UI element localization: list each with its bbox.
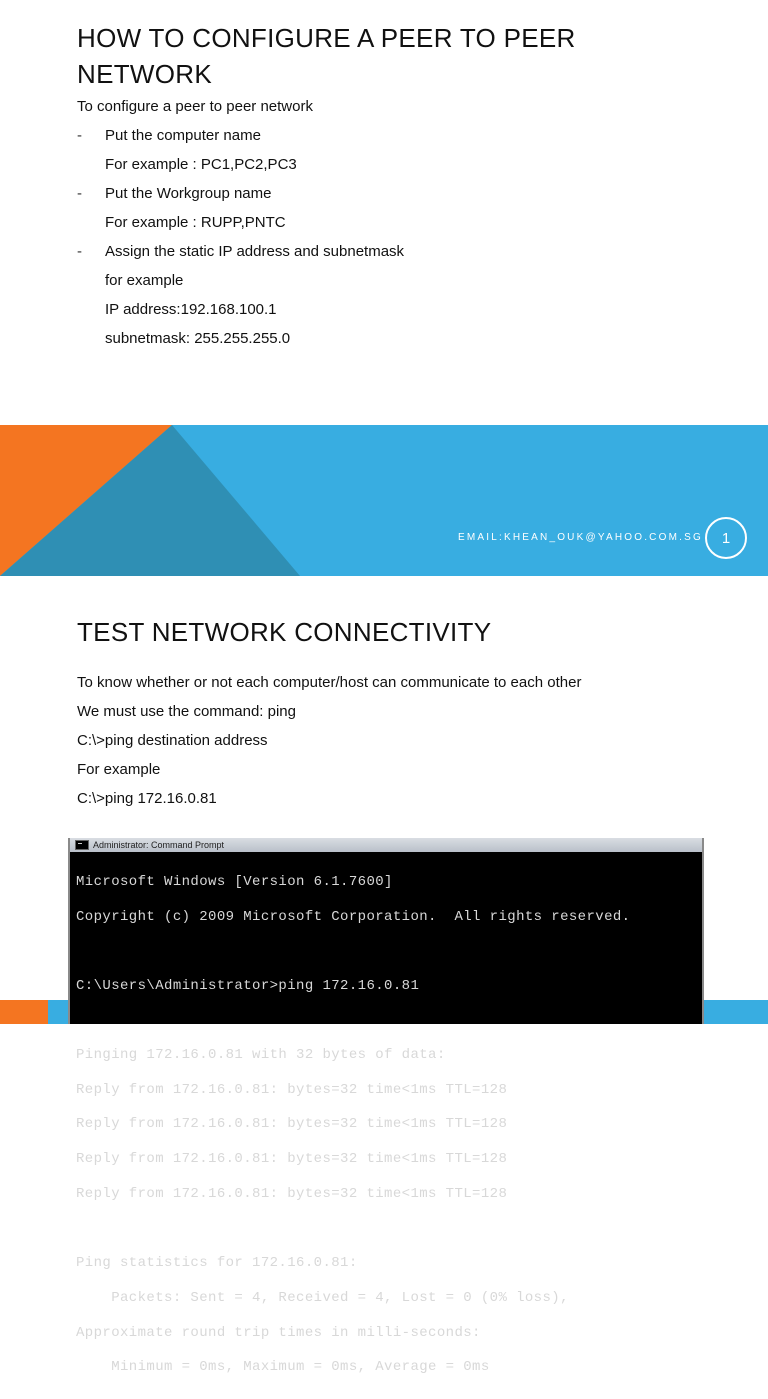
cmd-line bbox=[76, 947, 696, 958]
slide-2-title: TEST NETWORK CONNECTIVITY bbox=[77, 617, 492, 647]
cmd-line: Reply from 172.16.0.81: bytes=32 time<1ms TTL=128 bbox=[76, 1081, 508, 1098]
slide-1-title: HOW TO CONFIGURE A PEER TO PEER NETWORK bbox=[77, 23, 576, 89]
cmd-output bbox=[70, 852, 702, 1399]
list-item bbox=[77, 329, 677, 358]
list-item bbox=[77, 184, 677, 213]
text-line: To know whether or not each computer/host can communicate to each other bbox=[77, 674, 582, 691]
list-item-text: for example bbox=[105, 272, 184, 289]
cmd-line: C:\Users\Administrator>ping 172.16.0.81 bbox=[76, 977, 420, 994]
text-line: C:\>ping destination address bbox=[77, 732, 268, 749]
cmd-line bbox=[76, 1016, 696, 1027]
cmd-line: Reply from 172.16.0.81: bytes=32 time<1ms TTL=128 bbox=[76, 1116, 508, 1133]
list-item-text: IP address:192.168.100.1 bbox=[105, 301, 277, 318]
command-prompt-screenshot bbox=[68, 838, 704, 1376]
text-line: We must use the command: ping bbox=[77, 703, 296, 720]
text-line: For example bbox=[77, 761, 161, 778]
list-item-text: Put the Workgroup name bbox=[105, 185, 272, 202]
text-line: C:\>ping 172.16.0.81 bbox=[77, 790, 217, 807]
list-item bbox=[77, 300, 677, 329]
list-item-text: Put the computer name bbox=[105, 127, 261, 144]
banner-orange-edge bbox=[0, 1000, 48, 1024]
cmd-line: Packets: Sent = 4, Received = 4, Lost = 0 (0% loss), bbox=[76, 1289, 569, 1306]
slide-footer-banner bbox=[0, 425, 768, 576]
cmd-line: Approximate round trip times in milli-seconds: bbox=[76, 1324, 481, 1341]
slide-1-bullet-list bbox=[77, 126, 677, 358]
cmd-line: Pinging 172.16.0.81 with 32 bytes of data: bbox=[76, 1046, 446, 1063]
list-item-text: For example : PC1,PC2,PC3 bbox=[105, 156, 297, 173]
cmd-line bbox=[76, 1224, 696, 1235]
list-item-text: Assign the static IP address and subnetmask bbox=[105, 243, 405, 260]
list-item-text: subnetmask: 255.255.255.0 bbox=[105, 330, 291, 347]
list-item bbox=[77, 126, 677, 155]
cmd-line: Minimum = 0ms, Maximum = 0ms, Average = 0ms bbox=[76, 1359, 490, 1376]
list-item-text: For example : RUPP,PNTC bbox=[105, 214, 286, 231]
list-item bbox=[77, 213, 677, 242]
console-icon bbox=[75, 840, 89, 850]
cmd-line: Reply from 172.16.0.81: bytes=32 time<1ms TTL=128 bbox=[76, 1151, 508, 1168]
list-item bbox=[77, 271, 677, 300]
slide-2-text bbox=[77, 673, 581, 818]
page-number-badge: 1 bbox=[705, 517, 747, 559]
list-item bbox=[77, 242, 677, 271]
list-item bbox=[77, 155, 677, 184]
author-email: EMAIL:KHEAN_OUK@YAHOO.COM.SG bbox=[458, 532, 703, 543]
bullet-dash: - bbox=[77, 243, 82, 260]
slide-1-intro: To configure a peer to peer network bbox=[77, 98, 313, 115]
cmd-line: Ping statistics for 172.16.0.81: bbox=[76, 1255, 358, 1271]
cmd-line: Microsoft Windows [Version 6.1.7600] bbox=[76, 874, 393, 891]
cmd-line: Copyright (c) 2009 Microsoft Corporation. All rights reserved. bbox=[76, 908, 631, 925]
cmd-titlebar bbox=[70, 838, 702, 852]
bullet-dash: - bbox=[77, 127, 82, 144]
bullet-dash: - bbox=[77, 185, 82, 202]
cmd-window-title: Administrator: Command Prompt bbox=[93, 840, 225, 850]
cmd-line: Reply from 172.16.0.81: bytes=32 time<1ms TTL=128 bbox=[76, 1186, 508, 1203]
